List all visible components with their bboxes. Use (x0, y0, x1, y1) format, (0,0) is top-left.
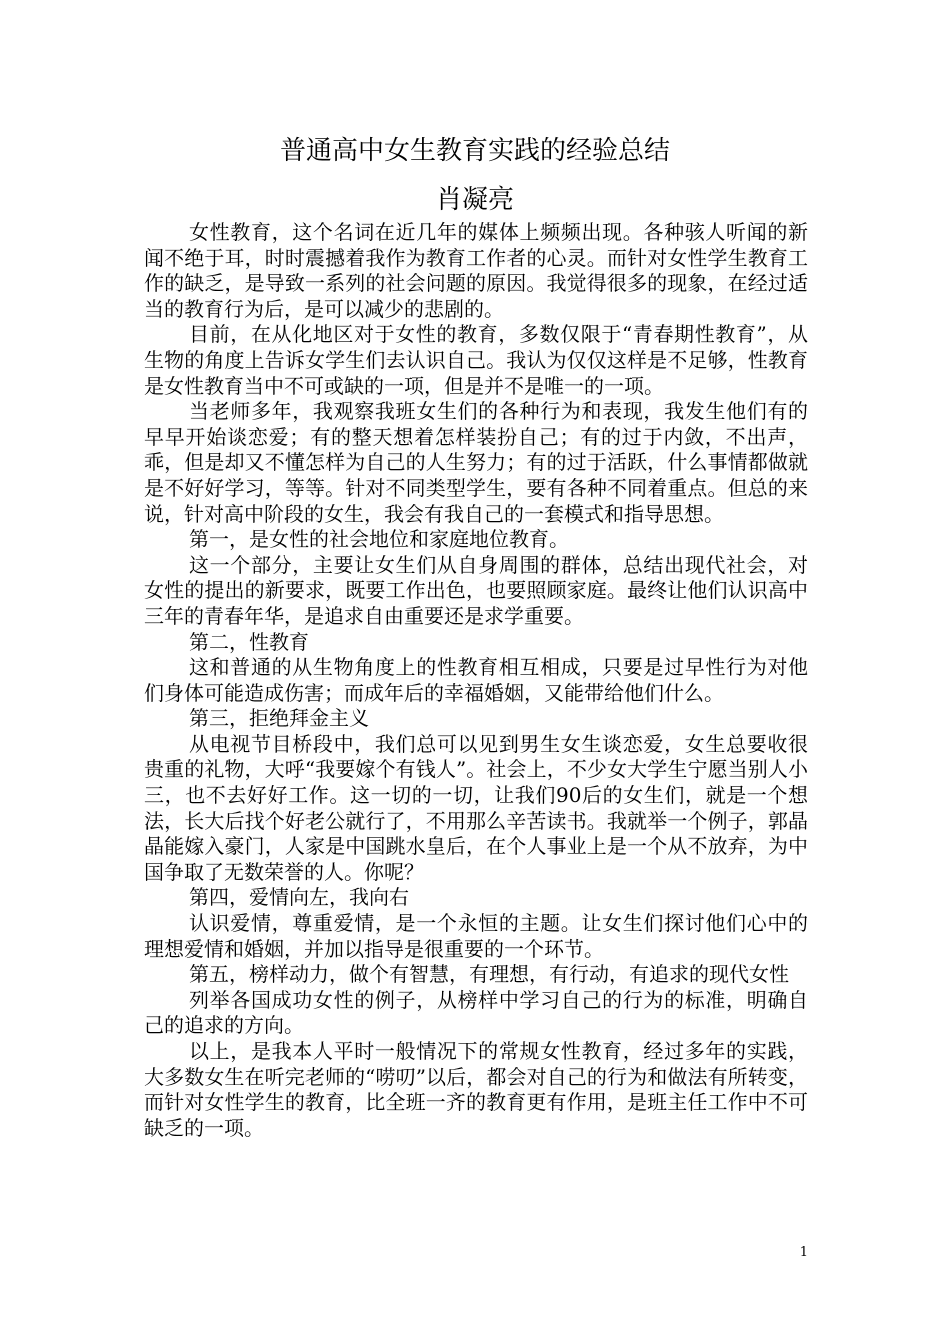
section-heading-4: 第四，爱情向左，我向右 (189, 885, 409, 910)
paragraph-observation: 当老师多年，我观察我班女生们的各种行为和表现，我发生他们有的早早开始谈恋爱；有的整天想着怎样装扮自己；有的过于内敛，不出声，乖，但是却又不懂怎样为自己的人生努力；有的过于活跃，什么事情都做就是不好好学习，等等。针对不同类型学生，要有各种不同着重点。但总的来说，针对高中阶段的女生，我会有我自己的一套模式和指导思想。 (144, 399, 808, 526)
paragraph-conclusion: 以上，是我本人平时一般情况下的常规女性教育，经过多年的实践，大多数女生在听完老师的“唠叨”以后，都会对自己的行为和做法有所转变，而针对女性学生的教育，比全班一齐的教育更有作用，是班主任工作中不可缺乏的一项。 (144, 1039, 808, 1140)
document-title: 普通高中女生教育实践的经验总结 (279, 136, 670, 166)
section-heading-5: 第五，榜样动力，做个有智慧，有理想，有行动，有追求的现代女性 (189, 962, 789, 987)
document-author: 肖凝亮 (435, 185, 514, 215)
page-number: 1 (799, 1245, 808, 1260)
document-body (144, 220, 808, 1141)
section-heading-1: 第一，是女性的社会地位和家庭地位教育。 (189, 527, 569, 552)
paragraph-section-1: 这一个部分，主要让女生们从自身周围的群体，总结出现代社会，对女性的提出的新要求，既要工作出色，也要照顾家庭。最终让他们认识高中三年的青春年华，是追求自由重要还是求学重要。 (144, 552, 808, 628)
paragraph-section-5: 列举各国成功女性的例子，从榜样中学习自己的行为的标准，明确自己的追求的方向。 (144, 987, 808, 1038)
paragraph-section-3: 从电视节目桥段中，我们总可以见到男生女生谈恋爱，女生总要收很贵重的礼物，大呼“我要嫁个有钱人”。社会上，不少女大学生宁愿当别人小三，也不去好好工作。这一切的一切，让我们90后的女生们，就是一个想法，长大后找个好老公就行了，不用那么辛苦读书。我就举一个例子，郭晶晶能嫁入豪门，人家是中国跳水皇后，在个人事业上是一个从不放弃，为中国争取了无数荣誉的人。你呢？ (144, 731, 808, 884)
paragraph-section-2: 这和普通的从生物角度上的性教育相互相成，只要是过早性行为对他们身体可能造成伤害；而成年后的幸福婚姻，又能带给他们什么。 (144, 655, 808, 705)
paragraph-current-situation: 目前，在从化地区对于女性的教育，多数仅限于“青春期性教育”，从生物的角度上告诉女学生们去认识自己。我认为仅仅这样是不足够，性教育是女性教育当中不可或缺的一项，但是并不是唯一的一项。 (144, 322, 808, 398)
paragraph-section-4: 认识爱情，尊重爱情，是一个永恒的主题。让女生们探讨他们心中的理想爱情和婚姻，并加以指导是很重要的一个环节。 (144, 911, 808, 961)
paragraph-intro: 女性教育，这个名词在近几年的媒体上频频出现。各种骇人听闻的新闻不绝于耳，时时震撼着我作为教育工作者的心灵。而针对女性学生教育工作的缺乏，是导致一系列的社会问题的原因。我觉得很多的现象，在经过适当的教育行为后，是可以减少的悲剧的。 (144, 220, 808, 321)
section-heading-2: 第二，性教育 (189, 629, 309, 654)
section-heading-3: 第三，拒绝拜金主义 (189, 706, 369, 731)
